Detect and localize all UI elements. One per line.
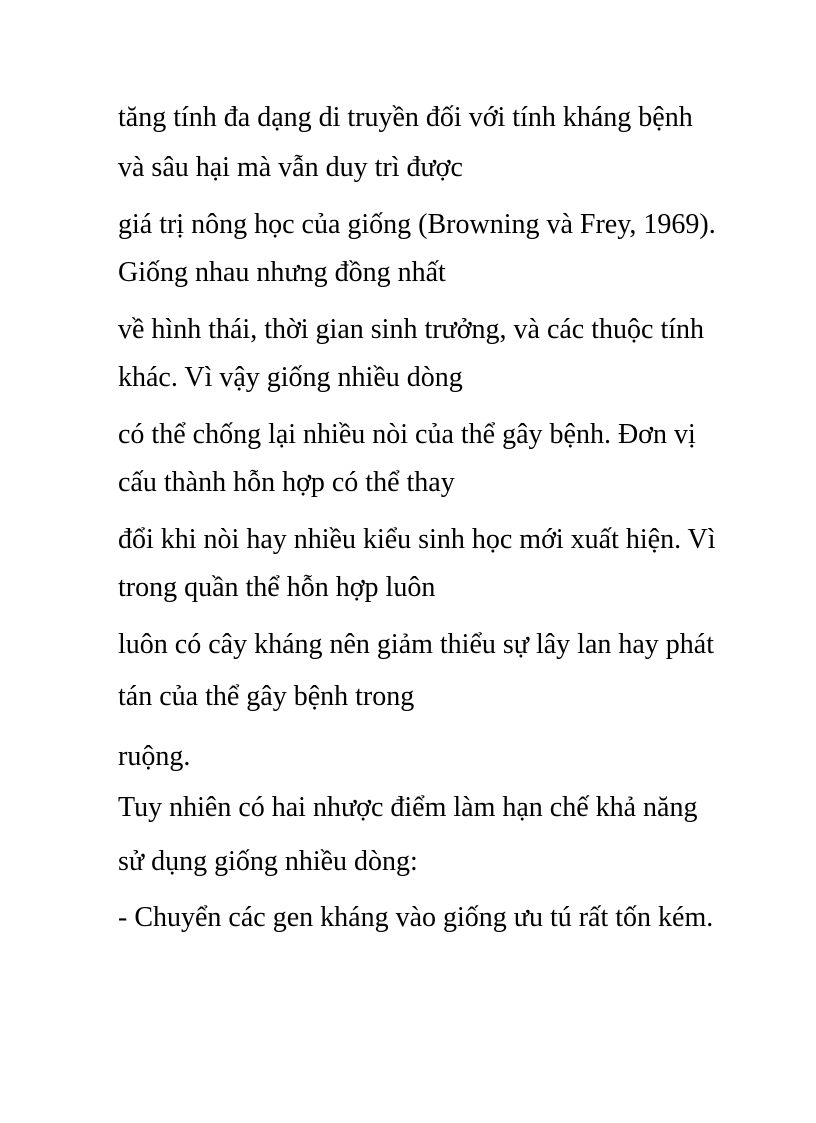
text-line: tăng tính đa dạng di truyền đối với tính kháng bệnh: [118, 102, 693, 133]
text-line: cấu thành hỗn hợp có thể thay: [118, 467, 455, 498]
text-line: ruộng.: [118, 741, 191, 772]
text-line: và sâu hại mà vẫn duy trì được: [118, 152, 463, 183]
text-line: sử dụng giống nhiều dòng:: [118, 846, 418, 877]
text-line: trong quần thể hỗn hợp luôn: [118, 572, 436, 603]
text-line: đổi khi nòi hay nhiều kiểu sinh học mới xuất hiện. Vì: [118, 524, 716, 555]
text-line: khác. Vì vậy giống nhiều dòng: [118, 362, 463, 393]
text-line: luôn có cây kháng nên giảm thiểu sự lây lan hay phát: [118, 629, 715, 660]
text-line: Tuy nhiên có hai nhược điểm làm hạn chế khả năng: [118, 792, 698, 823]
text-line: tán của thể gây bệnh trong: [118, 681, 415, 712]
text-line: giá trị nông học của giống (Browning và Frey, 1969).: [118, 209, 716, 240]
text-line: Giống nhau nhưng đồng nhất: [118, 257, 446, 288]
text-line: - Chuyển các gen kháng vào giống ưu tú rất tốn kém.: [118, 902, 714, 933]
text-line: về hình thái, thời gian sinh trưởng, và các thuộc tính: [118, 314, 705, 345]
text-line: có thể chống lại nhiều nòi của thể gây bệnh. Đơn vị: [118, 419, 696, 450]
